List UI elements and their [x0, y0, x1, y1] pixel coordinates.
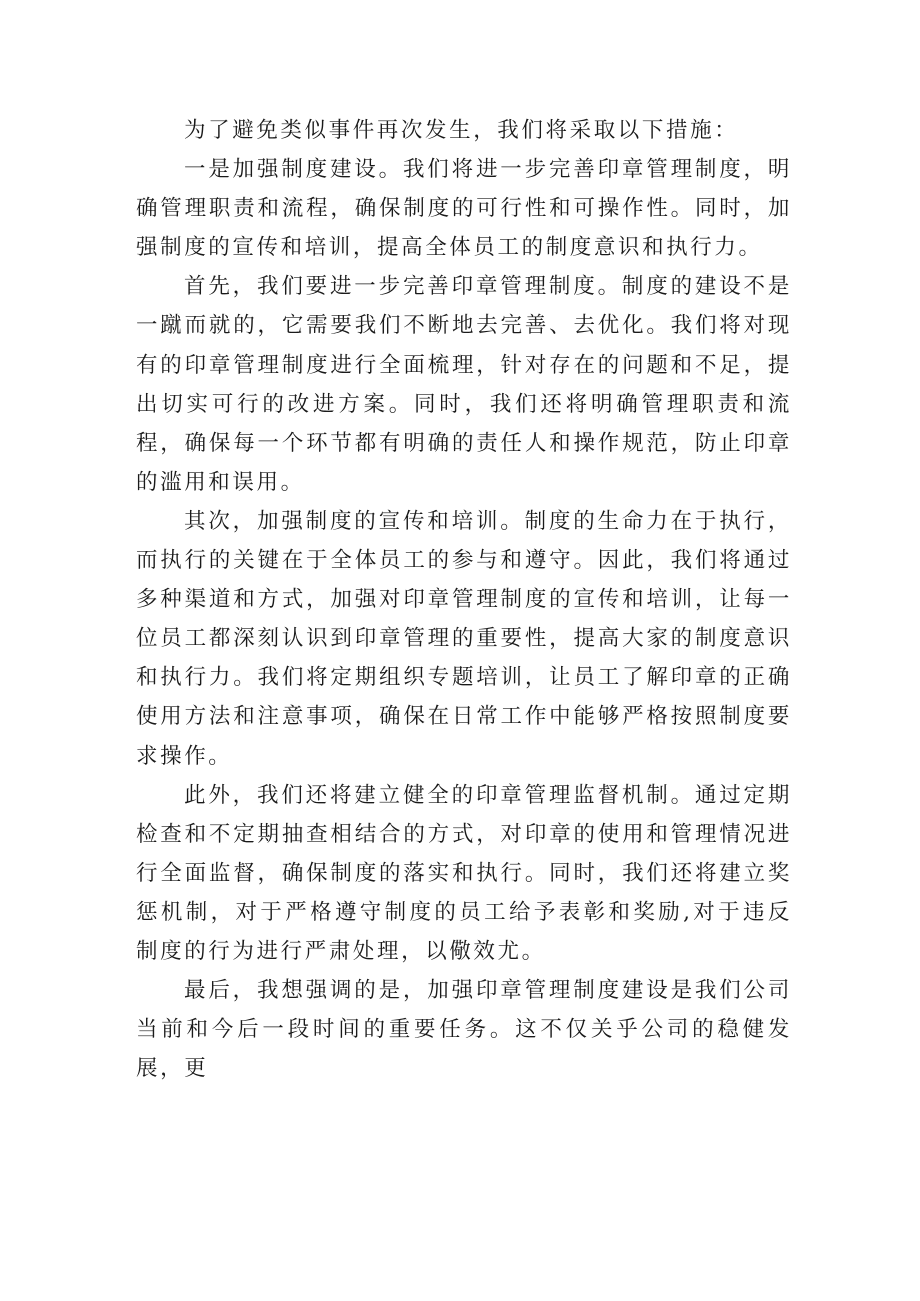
paragraph-additionally: 此外，我们还将建立健全的印章管理监督机制。通过定期检查和不定期抽查相结合的方式，对印章的使用和管理情况进行全面监督，确保制度的落实和执行。同时，我们还将建立奖惩机制，对于严格遵守制度的员工给予表彰和奖励,对于违反制度的行为进行严肃处理，以儆效尤。 [136, 782, 792, 964]
document-body [136, 111, 792, 1088]
paragraph-second: 其次，加强制度的宣传和培训。制度的生命力在于执行，而执行的关键在于全体员工的参与和遵守。因此，我们将通过多种渠道和方式，加强对印章管理制度的宣传和培训，让每一位员工都深刻认识到印章管理的重要性，提高大家的制度意识和执行力。我们将定期组织专题培训，让员工了解印章的正确使用方法和注意事项，确保在日常工作中能够严格按照制度要求操作。 [136, 508, 792, 769]
paragraph-finally: 最后，我想强调的是，加强印章管理制度建设是我们公司当前和今后一段时间的重要任务。这不仅关乎公司的稳健发展，更 [136, 978, 792, 1082]
paragraph-first: 首先，我们要进一步完善印章管理制度。制度的建设不是一蹴而就的，它需要我们不断地去完善、去优化。我们将对现有的印章管理制度进行全面梳理，针对存在的问题和不足，提出切实可行的改进方案。同时，我们还将明确管理职责和流程，确保每一个环节都有明确的责任人和操作规范，防止印章的滥用和误用。 [136, 274, 792, 495]
paragraph-measure-one: 一是加强制度建设。我们将进一步完善印章管理制度，明确管理职责和流程，确保制度的可行性和可操作性。同时，加强制度的宣传和培训，提高全体员工的制度意识和执行力。 [136, 157, 792, 261]
paragraph-intro: 为了避免类似事件再次发生，我们将采取以下措施： [184, 118, 739, 143]
